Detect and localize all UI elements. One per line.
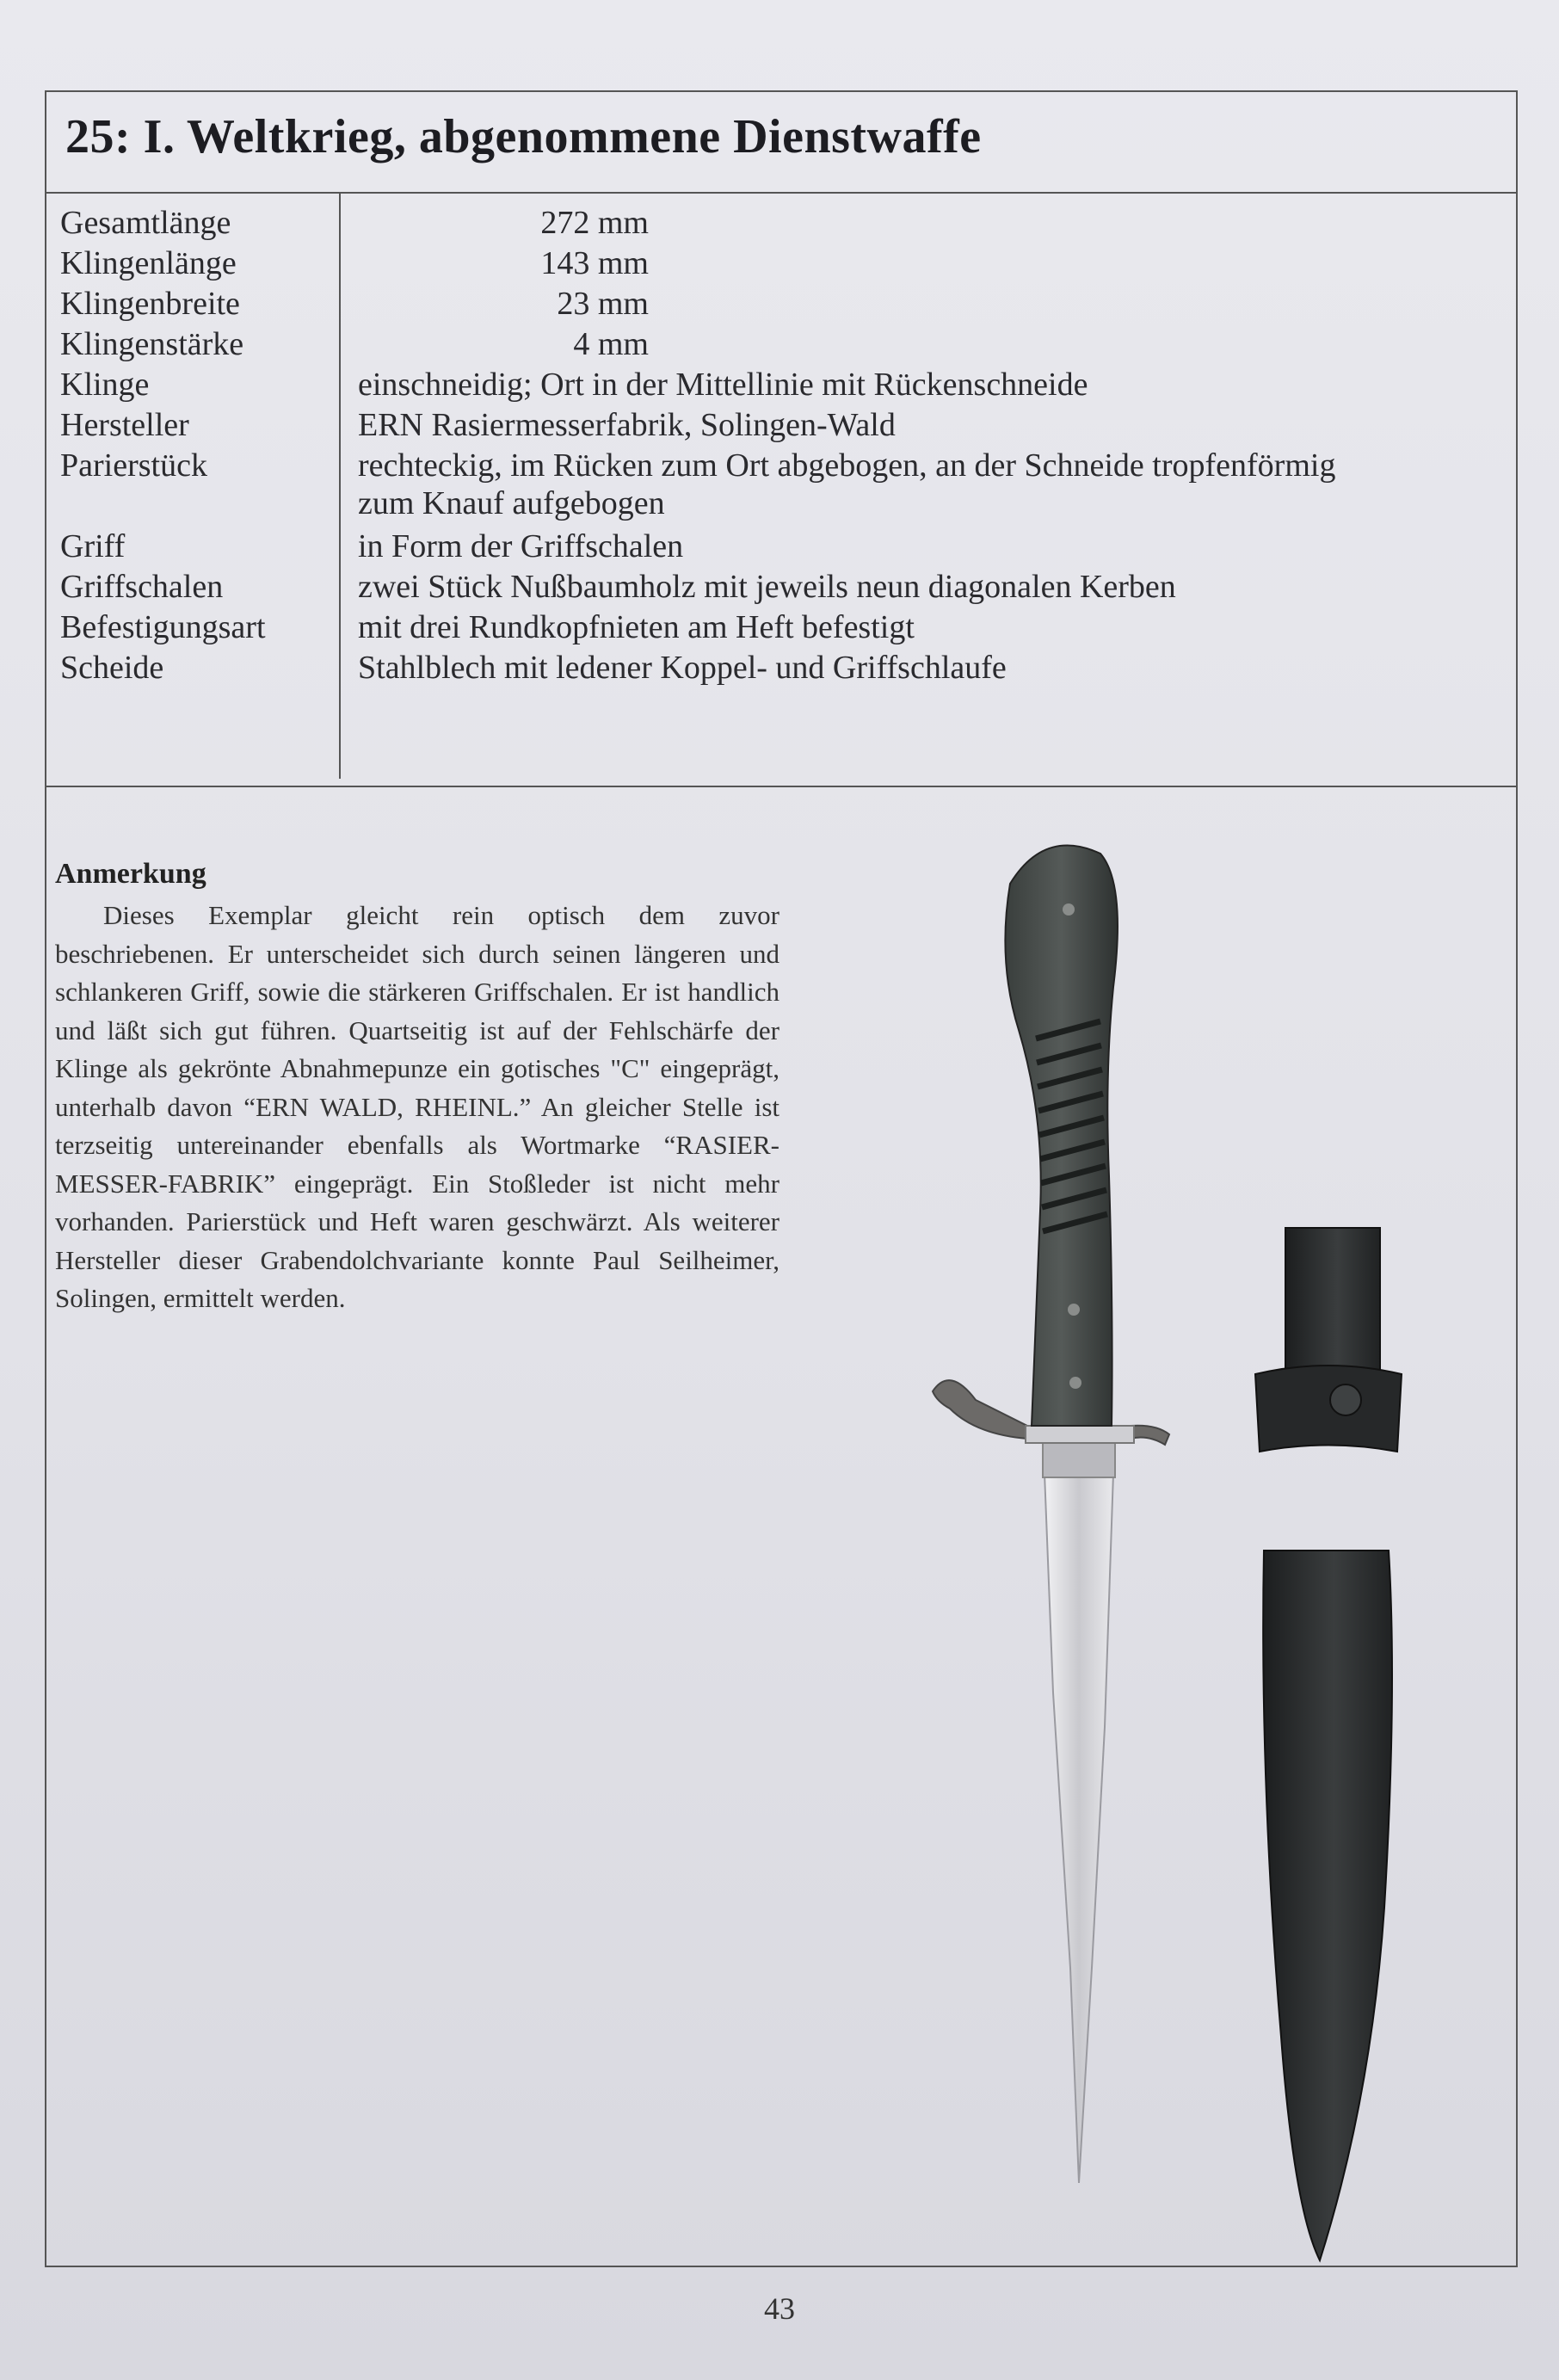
blade-shape [1044, 1473, 1113, 2183]
spec-row [46, 244, 1516, 286]
spec-label: Klinge [60, 367, 150, 403]
spec-label: Klingenlänge [60, 245, 237, 281]
ferrule-shape [1026, 1426, 1134, 1443]
spec-value: mit drei Rundkopfnieten am Heft befestigt [358, 609, 915, 645]
scabbard-stud-shape [1330, 1384, 1361, 1415]
spec-value: zwei Stück Nußbaumholz mit jeweils neun diagonalen Kerben [358, 569, 1176, 605]
spec-value: ERN Rasiermesserfabrik, Solingen-Wald [358, 407, 896, 443]
page-number: 43 [764, 2291, 795, 2326]
knife-and-scabbard-photo [915, 832, 1483, 2278]
spec-row [46, 608, 1516, 650]
page-title: 25: I. Weltkrieg, abgenommene Dienstwaffe [65, 110, 982, 163]
spec-row [46, 406, 1516, 447]
spec-label: Klingenbreite [60, 286, 240, 322]
spec-label: Gesamtlänge [60, 205, 231, 241]
rivet-shape [1068, 1304, 1080, 1316]
spec-table [46, 194, 1516, 787]
spec-value: 143 mm [540, 245, 649, 281]
spec-row [46, 366, 1516, 407]
spec-value-continued: zum Knauf aufgebogen [358, 485, 665, 521]
rivet-shape [1063, 903, 1075, 916]
spec-label: Hersteller [60, 407, 189, 443]
note-text: Dieses Exemplar gleicht rein optisch dem zuvor beschriebenen. Er unterscheidet sich durch seinen längeren und schlankeren Griff, sowie die stärkeren Griffschalen. Er ist handlich und läßt sich gut führen. Quartseitig ist auf der Fehlschärfe der Klinge als gekrönte Abnahmepunze ein gotisches "C" eingeprägt, unterhalb davon “ERN WALD, RHEINL.” An gleicher Stelle ist terzseitig untereinander ebenfalls als Wortmarke “RASIER-MESSER-FABRIK” eingeprägt. Ein Stoßleder ist nicht mehr vorhanden. Parierstück und Heft waren geschwärzt. Als weiterer Hersteller dieser Grabendolchvariante konnte Paul Seilheimer, Solingen, ermittelt werden. [55, 900, 780, 1313]
spec-row [46, 649, 1516, 690]
spec-label: Scheide [60, 650, 164, 686]
scabbard-loop-shape [1255, 1366, 1402, 1452]
spec-row [46, 527, 1516, 569]
grip-shape [1005, 846, 1118, 1426]
scabbard-body-shape [1263, 1551, 1392, 2260]
spec-row [46, 568, 1516, 609]
spec-label: Griffschalen [60, 569, 224, 605]
spec-value: rechteckig, im Rücken zum Ort abgebogen, an der Schneide tropfenförmig [358, 447, 1336, 484]
note-heading: Anmerkung [55, 858, 206, 890]
spec-value: 23 mm [557, 286, 649, 322]
spec-label: Befestigungsart [60, 609, 266, 645]
spec-label: Parierstück [60, 447, 207, 484]
title-row [46, 92, 1516, 194]
spec-row [46, 204, 1516, 245]
spec-row [46, 325, 1516, 367]
spec-value: einschneidig; Ort in der Mittellinie mit Rückenschneide [358, 367, 1088, 403]
content-frame [45, 90, 1518, 2267]
spec-row [46, 447, 1516, 526]
spec-value: 272 mm [540, 205, 649, 241]
spec-value: 4 mm [573, 326, 649, 362]
spec-label: Klingenstärke [60, 326, 244, 362]
spec-row [46, 285, 1516, 326]
spec-value: Stahlblech mit ledener Koppel- und Griffschlaufe [358, 650, 1007, 686]
spec-label: Griff [60, 528, 126, 564]
rivet-shape [1069, 1377, 1081, 1389]
spec-value: in Form der Griffschalen [358, 528, 684, 564]
